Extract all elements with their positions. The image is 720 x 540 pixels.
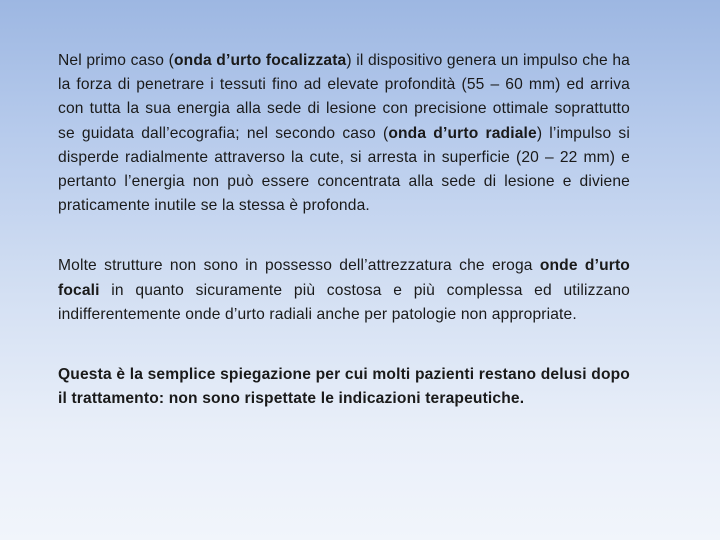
- term-focused-waves: onde d’urto focali: [58, 257, 630, 299]
- term-radial-shockwave: onda d’urto radiale: [388, 124, 537, 142]
- paragraph-conclusion: Questa è la semplice spiegazione per cui molti pazienti restano delusi dopo il trattamento: non sono rispettate le indicazioni terapeutiche.: [58, 366, 630, 408]
- slide-content: [58, 49, 630, 411]
- paragraph-1-text-2: ) il dispositivo genera un impulso che ha la forza di penetrare i tessuti fino ad elevate profondità (55 – 60 mm) ed arriva con tutta la sua energia alla sede di lesione con precisione ottimale soprattutto se guidata dall’ecografia; nel secondo caso (: [58, 52, 630, 142]
- term-focused-shockwave: onda d’urto focalizzata: [173, 52, 347, 69]
- paragraph-focused-vs-radial: [58, 49, 630, 218]
- paragraph-1-text-1: Nel primo caso (: [58, 52, 174, 69]
- paragraph-1-text-3: ) l’impulso si disperde radialmente attraverso la cute, si arresta in superficie (20 – 22 mm) e pertanto l’energia non può essere concentrata alla sede di lesione e diviene praticamente inutile se la stessa è profonda.: [58, 124, 630, 215]
- paragraph-2-text-1: Molte strutture non sono in possesso dell’attrezzatura che eroga: [58, 257, 540, 275]
- paragraph-equipment: [58, 254, 630, 327]
- paragraph-2-text-2: in quanto sicuramente più costosa e più complessa ed utilizzano indifferentemente onde d’urto radiali anche per patologie non appropriate.: [58, 281, 630, 323]
